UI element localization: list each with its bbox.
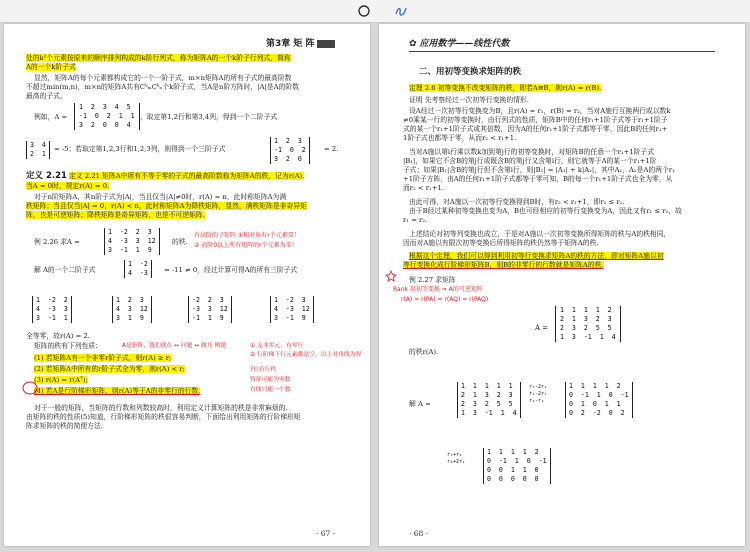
text-line: 1阶子式也都等于零，从而r₂ < r₁+1. [403, 134, 517, 142]
text-line: 不超过min(m,n)，m×n的矩阵A共有CᵏₘCᵏₙ个k阶子式，当A是n阶方阵时，|A|是A的阶数 [26, 83, 299, 91]
handwritten-note: A是矩阵，我们就在 ↔ 问题 ↔ 做几 例题 [122, 343, 227, 349]
handwritten-note: 直线只能一个数 [250, 387, 291, 393]
example-matrix: 1 1 1 1 2 2 1 3 2 3 2 3 2 5 5 1 3 -1 1 4 [555, 306, 621, 342]
row-ops: r₂-2r₁ r₃-2r₁ r₄-r₁ [529, 384, 548, 404]
step-matrix: 1 1 1 1 2 0 -1 1 0 -1 0 0 1 1 0 0 0 0 0 0 [483, 448, 551, 484]
handwritten-note: r(A) = r(PA) = r(AQ) = r(PAQ) [401, 296, 489, 303]
text-line: 秩矩阵；当且仅当|A| = 0，r(A) < n，此时称矩阵A为降秩矩阵，显然，满秩矩阵是非奇异矩 [26, 202, 307, 210]
pen-icon[interactable] [394, 4, 408, 18]
text-line: 阵，也是可逆矩阵；降秩矩阵是奇异矩阵，也是不可逆矩阵. [26, 211, 205, 219]
text-line: 的秩. [172, 238, 188, 246]
text-line: 矩阵的秩有下列性质： [34, 342, 102, 350]
text-line: 设A经过一次初等行变换变为B，且r(A) = r₁，r(B) = r₂，当对A施行互换两行或以数k [409, 107, 671, 115]
text-line: ≠0乘某一行的初等变换时，由行列式的性质，矩阵B中的任何r₁+1阶子式等于r₁+1阶子 [403, 116, 668, 124]
page-header: 第3章 矩 阵 [266, 36, 335, 49]
property-4: (4) 若A是行阶梯形矩阵，则r(A)等于A的非零行的行数. [34, 387, 201, 395]
minor-three: 1 -2 2 4 -3 3 3 -1 1 [32, 296, 72, 323]
handwritten-note: 特征可能为零数 [250, 377, 291, 383]
matrix-label: A = [535, 324, 549, 332]
text-line: 子式；如果|B₁|含B的第j行但不含第i行，则|B₁| = |A₁| + k|A₂|，其中A₁，A₂是A的两个r₁ [403, 166, 675, 174]
text-line: 例如，A = [34, 113, 68, 121]
text-line: 而r₂ < r₁+1. [403, 184, 444, 192]
property-1: (1) 若矩阵A有一个非零r阶子式，则r(A) ≥ r; [34, 354, 172, 362]
handwritten-note: ② 高阶0以上所有矩阵的r个元素为零！ [194, 242, 298, 249]
section-title: 二、用初等变换求矩阵的秩 [419, 67, 522, 77]
minor-three: -2 2 3 -3 3 12 -1 1 9 [188, 296, 232, 323]
text-line: 式的某一个r₁+1阶子式或其倍数，因为A的任何r₁+1阶子式都等于零，因此B的任何r₁+ [403, 125, 668, 133]
text-line: 显然，矩阵A的每个元素都构成它的一个一阶子式，m×n矩阵A的所有子式的最高阶数 [34, 74, 292, 82]
text-line: 当对A施以第i行乘以数k加到第j行的初等变换时，对矩阵B的任意一个r₁+1阶子式 [409, 148, 654, 156]
minor-three: 1 2 3 4 3 12 3 1 9 [112, 296, 152, 323]
text-line: A的一个k阶子式 [26, 63, 76, 71]
solution-label: 解 A = [409, 400, 431, 408]
text-line: 对于n阶矩阵A，其n阶子式为|A|，当且仅当|A|≠0时，r(A) = n，此时称矩阵A为满 [34, 193, 287, 201]
example-label: 例 2.27 求矩阵 [409, 276, 456, 284]
right-page [379, 24, 745, 546]
handwritten-note: ① 无非零元，有零行 [250, 343, 304, 349]
method-text: 根据这个定理，我们可以得到利用初等行变换求矩阵A的秩的方法，即对矩阵A施以初 [409, 252, 664, 260]
circle-icon[interactable] [357, 4, 371, 18]
left-page [4, 24, 370, 546]
star-mark-icon [385, 270, 397, 282]
text-line: +1阶子方阵，由A的任何r₁+1阶子式都等于零可知，B的每一个r₁+1阶子式也全为零，从 [403, 175, 673, 183]
page-number: · 68 · [409, 529, 429, 538]
text-line: = -5；若取定第1,2,3行和1,2,3列，则得到一个三阶子式 [54, 145, 226, 153]
property-2: (2) 若矩阵A中所有的r阶子式全为零，则r(A) < r; [34, 365, 185, 373]
minor-2x2: 3 4 2 1 [26, 141, 50, 159]
handwritten-note: Rank 用初等变换 ⇒ A的可逆矩阵 [393, 286, 483, 293]
text-line: 解 A的一个二阶子式 [34, 266, 96, 274]
method-text: 等行变换化成行阶梯形矩阵B，则B的非零行的行数就是矩阵A的秩. [403, 261, 604, 269]
minor-three: 1 -2 3 4 -3 12 3 -1 9 [270, 296, 314, 323]
example-matrix: 1 -2 2 3 4 -3 3 12 3 -1 1 9 [104, 228, 160, 255]
minor-3x3: 1 2 3 -1 0 2 3 2 0 [270, 137, 310, 164]
definition-text: 定义 2.21 矩阵A中所有不等于零的子式的最高阶数称为矩阵A的秩，记为r(A). [69, 172, 305, 180]
text-line: 上述结论对初等列变换也成立，于是对A施以一次初等变换所得矩阵的秩与A的秩相同， [409, 230, 671, 238]
handwritten-note: ?位有行秩 [250, 367, 277, 373]
row-ops: r₃+r₂ r₄+2r₂ [447, 452, 466, 465]
text-line: 由矩阵的秩的性质(5)知道，行阶梯形矩阵的秩很容易判断，下面给出利用矩阵的行阶梯形矩 [26, 413, 301, 421]
matrix-A: 1 2 3 4 5 -1 0 2 1 1 3 2 0 0 4 [74, 103, 140, 130]
text-line: 证明 先考察经过一次初等行变换的情形. [409, 96, 529, 104]
handwritten-note: ② 行阶梯下行元素都是空，以主对角线为界 [250, 352, 362, 358]
example-label: 例 2.26 求A = [34, 238, 80, 246]
text-line: |B₁|，如果它不含B的第j行或既含B的第j行又含第i行，则它就等于A的某一个r₁+1阶 [403, 157, 657, 165]
page-header: ✿ 应用数学——线性代数 [409, 39, 510, 49]
text-line: 当A = 0时，规定r(A) = 0. [26, 182, 110, 190]
property-3: (3) r(A) = r(Aᵀ); [34, 376, 88, 384]
definition-title: 定义 2.21 [26, 171, 67, 181]
text-line: 由此可得，对A施以一次初等行变换得到B时，有r₂ < r₁+1，即r₂ ≤ r₁. [409, 198, 625, 206]
page-number: · 67 · [316, 529, 336, 538]
text-line: 全等零，故r(A) = 2. [26, 332, 90, 340]
step-matrix: 1 1 1 1 1 2 1 3 2 3 2 3 2 5 5 1 3 -1 1 4 [457, 382, 521, 418]
text-line: 因而对A施以有限次初等变换后所得矩阵的秩仍然等于矩阵A的秩. [403, 239, 599, 247]
example-minor: 1 -2 4 -3 [124, 260, 152, 278]
text-line: r₁ = r₂. [403, 216, 428, 224]
step-matrix: 1 1 1 1 2 0 -1 1 0 -1 0 1 0 1 1 0 2 -2 0 2 [565, 382, 633, 418]
text-line: 处的k²个元素按原来的顺序排列构成的k阶行列式，称为矩阵A的一个k阶子行列式，简称 [26, 54, 291, 62]
text-line: ，取定第1,2行和第3,4列，得到一个二阶子式 [140, 113, 278, 121]
theorem-text: 定理 2.6 初等变换不改变矩阵的秩，即若A≅B，则r(A) = r(B). [409, 84, 602, 92]
text-line: 由于B经过某种初等变换也变为A，B也可经相应的初等行变换变为A，因此又有r₁ ≤ r₂，故 [409, 207, 682, 215]
text-line: 阵求矩阵的秩的简便方法. [26, 422, 103, 430]
handwritten-note: 有高阶的子矩阵 ①和对角有r个元素显！ [194, 232, 300, 239]
text-line: 的秩r(A). [409, 348, 439, 356]
text-line: 对于一般的矩阵，当矩阵的行数和列数较高时，利用定义计算矩阵的秩是非常麻烦的. [34, 404, 288, 412]
text-line: 最高的子式。 [26, 92, 67, 100]
text-line: = -11 ≠ 0，经过计算可得A的所有三阶子式 [164, 266, 298, 274]
viewer-toolbar [0, 0, 750, 23]
text-line: = 2. [324, 145, 339, 153]
